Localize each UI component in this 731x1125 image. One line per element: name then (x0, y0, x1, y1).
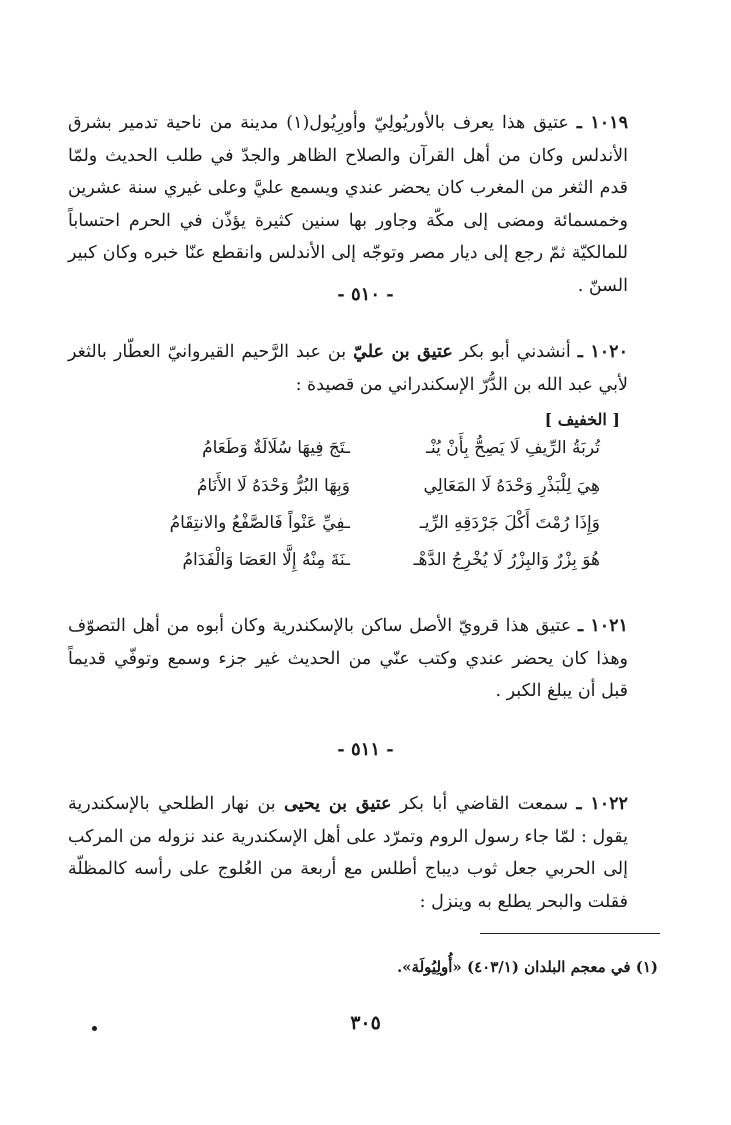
verse-first-hemistich: وَإِذَا رُمْتَ أَكْلَ جَرْدَقِهِ الرِّيـ (419, 513, 600, 533)
section-heading: - ٥١١ - (337, 739, 394, 760)
verse-line (130, 476, 600, 512)
footnote: (١) في معجم البلدان (٤٠٣/١) «أُولِيُولَة». (396, 958, 658, 976)
verse-line (130, 513, 600, 549)
page-number: ٣٠٥ (350, 1012, 381, 1034)
entry-1021 (68, 610, 628, 708)
verse-second-hemistich: ـتَجَ فِيهَا سُلَالَةٌ وَطَعَامُ (202, 438, 350, 458)
verse-line (130, 550, 600, 586)
entry-number: ١٠١٩ ـ (576, 113, 628, 133)
section-heading: - ٥١٠ - (337, 284, 394, 305)
entry-number: ١٠٢٠ ـ (577, 342, 628, 362)
entry-text-after: بن نهار الطلحي بالإسكندرية يقول : لمّا جاء رسول الروم وتمرّد على أهل الإسكندرية عند نزوله من المركب إلى الحربي جعل ثوب ديباج أطلس مع أربعة من العُلوج على رأسه كالمظلّة فقلت والبحر يطلع به وينزل : (68, 794, 628, 912)
entry-1020 (68, 336, 628, 401)
footnote-separator (480, 933, 660, 934)
entry-text: عتيق هذا قرويّ الأصل ساكن بالإسكندرية وكان أبوه من أهل التصوّف وهذا كان يحضر عندي وكتب عنّي من الحديث غير جزء وسمع وتوفّي قديماً قبل أن يبلغ الكبر . (68, 616, 628, 701)
meter-label: [ الخفيف ] (544, 410, 620, 429)
entry-number: ١٠٢٢ ـ (576, 794, 628, 814)
verse-first-hemistich: هِيَ لِلْبَذْرِ وَحْدَهُ لَا المَعَالِي (423, 476, 600, 496)
verse-first-hemistich: تُربَةُ الرِّيفِ لَا يَصِحُّ بِأَنْ يُنْـ (426, 438, 600, 458)
verse-second-hemistich: وَبِهَا البُرُّ وَحْدَهُ لَا الأَنَامُ (196, 476, 350, 496)
verse-line (130, 438, 600, 474)
entry-number: ١٠٢١ ـ (577, 616, 628, 636)
entry-text-before: سمعت القاضي أبا بكر (399, 794, 569, 814)
verse-first-hemistich: هُوَ بِزْرٌ وَالبِزْرُ لَا يُخْرِجُ الدَّهْـ (413, 550, 600, 570)
entry-name: عتيق بن عليّ (353, 342, 453, 362)
entry-name: عتيق بن يحيى (283, 794, 392, 814)
entry-text: عتيق هذا يعرف بالأوريُولِيّ وأورِيُول(١) مدينة من ناحية تدمير بشرق الأندلس وكان من أهل القرآن والصلاح الظاهر والجدّ في طلب الحديث ولمّا قدم الثغر من المغرب كان يحضر عندي ويسمع عليَّ وعلى غيري سنة عشرين وخمسمائة ومضى إلى مكّة وجاور بها سنين كثيرة يؤذّن في الحرم احتساباً للمالكيّة ثمّ رجع إلى ديار مصر وتوجّه إلى الأندلس وانقطع عنّا خبره وكان كبير السنّ . (68, 113, 628, 296)
ink-dot (92, 1026, 97, 1031)
entry-text-after: بن عبد الرَّحيم القيروانيّ العطّار بالثغر لأبي عبد الله بن الدُّرّ الإسكندراني من قصيدة : (68, 342, 628, 395)
entry-1022 (68, 788, 628, 918)
verse-second-hemistich: ـفِيِّ عَنْواً فَالصَّفْعُ والانتِقَامُ (169, 513, 350, 533)
verse-second-hemistich: ـنَةَ مِنْهُ إِلَّا العَصَا وَالْفَدَامُ (182, 550, 350, 570)
entry-text-before: أنشدني أبو بكر (459, 342, 571, 362)
entry-1019 (68, 107, 628, 302)
